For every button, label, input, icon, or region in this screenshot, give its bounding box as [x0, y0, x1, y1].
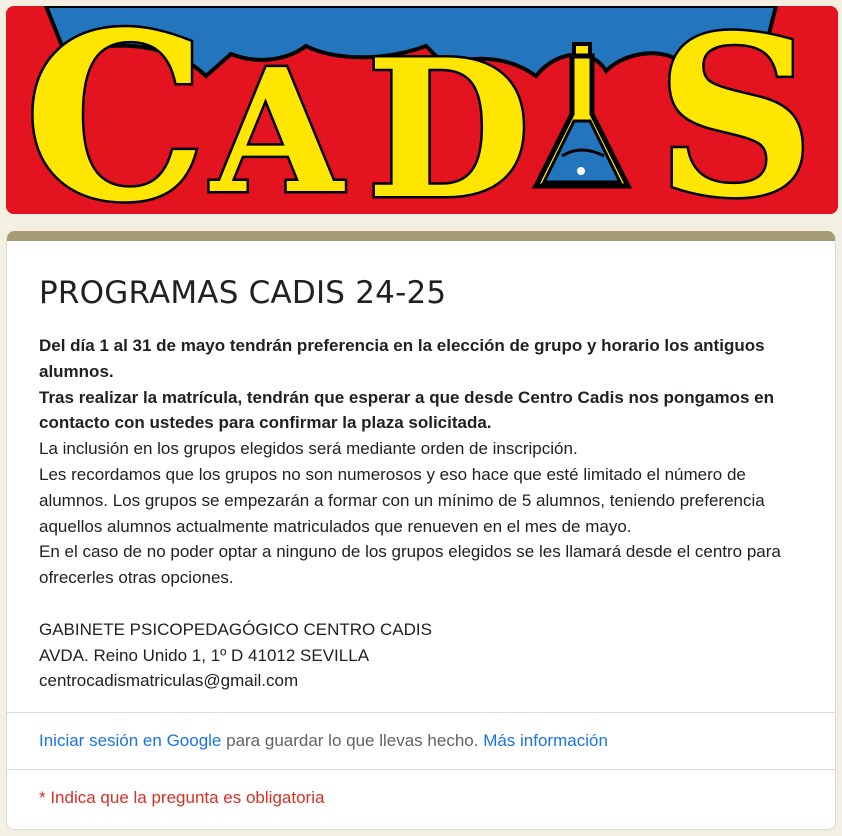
- signin-google-link[interactable]: Iniciar sesión en Google: [39, 731, 222, 751]
- cadis-logo: [6, 6, 838, 214]
- description-line: Les recordamos que los grupos no son numerosos y eso hace que esté limitado el número de alumnos. Los grupos se empezarán a formar con un mínimo de 5 alumnos, teniendo preferencia aquellos alumnos actualmente matriculados que renueven en el mes de mayo.: [39, 464, 765, 536]
- description-line: La inclusión en los grupos elegidos será mediante orden de inscripción.: [39, 439, 578, 459]
- logo-letter-d: D: [366, 18, 531, 214]
- description-bold-line: Tras realizar la matrícula, tendrán que esperar a que desde Centro Cadis nos pongamos en contacto con ustedes para confirmar la plaza solicitada.: [39, 387, 775, 433]
- form-header-section: [7, 241, 835, 712]
- description-spacer: [39, 591, 803, 617]
- form-title: PROGRAMAS CADIS 24-25: [39, 275, 447, 311]
- header-banner: [6, 6, 838, 214]
- required-note: * Indica que la pregunta es obligatoria: [39, 788, 325, 808]
- description-bold-line: Del día 1 al 31 de mayo tendrán preferencia en la elección de grupo y horario los antiguos alumnos.: [39, 336, 765, 381]
- logo-letter-s: S: [656, 6, 815, 214]
- contact-address: AVDA. Reino Unido 1, 1º D 41012 SEVILLA: [39, 645, 370, 665]
- form-description: [39, 333, 803, 694]
- form-header-card: [6, 231, 836, 830]
- contact-email: centrocadismatriculas@gmail.com: [39, 671, 299, 691]
- card-accent-bar: [7, 231, 835, 241]
- description-line: En el caso de no poder optar a ninguno de los grupos elegidos se les llamará desde el centro para ofrecerles otras opciones.: [39, 542, 781, 588]
- logo-letter-c: C: [24, 6, 208, 214]
- signin-notice: [7, 713, 835, 769]
- contact-name: GABINETE PSICOPEDAGÓGICO CENTRO CADIS: [39, 619, 432, 639]
- signin-middle-text: para guardar lo que llevas hecho.: [221, 731, 484, 751]
- logo-letter-a: A: [211, 32, 343, 214]
- more-info-link[interactable]: Más información: [483, 731, 608, 751]
